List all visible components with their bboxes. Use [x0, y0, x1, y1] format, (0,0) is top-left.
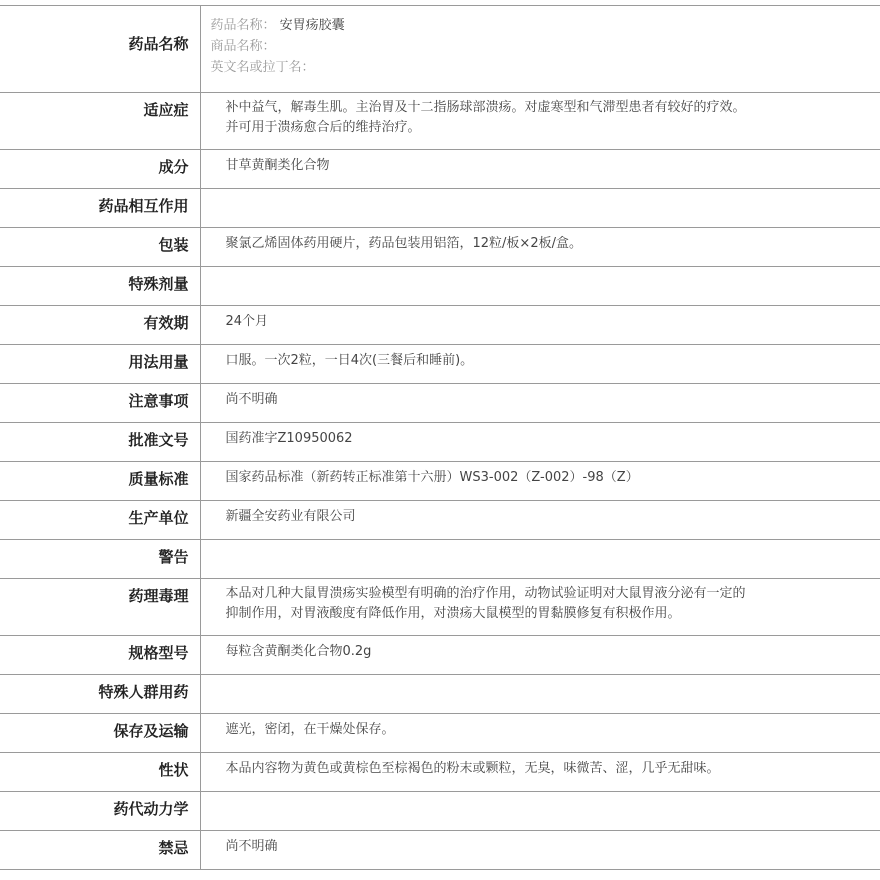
row-label: 适应症 — [0, 93, 200, 150]
row-value — [200, 540, 880, 579]
row-label: 特殊人群用药 — [0, 675, 200, 714]
row-value-line: 口服。一次2粒，一日4次(三餐后和睡前)。 — [225, 353, 474, 368]
row-value-line: 尚不明确 — [225, 839, 278, 854]
row-label: 性状 — [0, 753, 200, 792]
table-row — [0, 228, 880, 267]
row-value — [200, 93, 880, 150]
row-value-line: 补中益气，解毒生肌。主治胃及十二指肠球部溃疡。对虚寒型和气滞型患者有较好的疗效。 — [225, 100, 746, 115]
row-label: 保存及运输 — [0, 714, 200, 753]
row-label: 药品名称 — [0, 6, 200, 93]
row-label: 药代动力学 — [0, 792, 200, 831]
row-value-line: 并可用于溃疡愈合后的维持治疗。 — [225, 120, 421, 135]
row-value-line: 新疆全安药业有限公司 — [225, 509, 356, 524]
row-value-line: 本品对几种大鼠胃溃疡实验模型有明确的治疗作用，动物试验证明对大鼠胃液分泌有一定的 — [225, 586, 746, 601]
english-name-line — [211, 57, 821, 78]
row-value-line: 甘草黄酮类化合物 — [225, 158, 330, 173]
generic-name-key: 药品名称： — [210, 18, 276, 33]
row-value — [200, 579, 880, 636]
table-row — [0, 714, 880, 753]
table-row — [0, 831, 880, 870]
table-row — [0, 462, 880, 501]
drug-info-table — [0, 5, 880, 870]
table-row — [0, 345, 880, 384]
table-row — [0, 636, 880, 675]
row-value — [200, 753, 880, 792]
row-value — [200, 714, 880, 753]
row-value — [200, 345, 880, 384]
row-value — [200, 831, 880, 870]
row-label: 警告 — [0, 540, 200, 579]
table-row — [0, 792, 880, 831]
row-value-line: 抑制作用，对胃液酸度有降低作用，对溃疡大鼠模型的胃黏膜修复有积极作用。 — [225, 606, 681, 621]
row-label: 规格型号 — [0, 636, 200, 675]
row-value-line: 24个月 — [225, 314, 269, 329]
row-value-line: 本品内容物为黄色或黄棕色至棕褐色的粉末或颗粒，无臭，味微苦、涩，几乎无甜味。 — [225, 761, 720, 776]
english-name-key: 英文名或拉丁名： — [210, 60, 315, 75]
table-row — [0, 93, 880, 150]
table-row — [0, 306, 880, 345]
drug-info-table-body — [0, 6, 880, 870]
table-row — [0, 384, 880, 423]
table-row — [0, 189, 880, 228]
row-value-line: 聚氯乙烯固体药用硬片，药品包装用铝箔，12粒/板×2板/盒。 — [225, 236, 582, 251]
row-value — [200, 228, 880, 267]
row-value — [200, 501, 880, 540]
table-row — [0, 540, 880, 579]
row-label: 成分 — [0, 150, 200, 189]
row-value — [200, 462, 880, 501]
row-value — [200, 423, 880, 462]
row-label: 生产单位 — [0, 501, 200, 540]
table-row — [0, 267, 880, 306]
row-value — [200, 792, 880, 831]
table-row — [0, 675, 880, 714]
generic-name-line — [211, 15, 821, 36]
row-label: 禁忌 — [0, 831, 200, 870]
row-value-line: 遮光，密闭，在干燥处保存。 — [225, 722, 395, 737]
trade-name-line — [211, 36, 821, 57]
row-value-line: 国药准字Z10950062 — [225, 431, 353, 446]
trade-name-key: 商品名称： — [210, 39, 276, 54]
row-value — [200, 675, 880, 714]
row-label: 用法用量 — [0, 345, 200, 384]
row-label: 注意事项 — [0, 384, 200, 423]
row-value-line: 尚不明确 — [225, 392, 278, 407]
row-label: 药品相互作用 — [0, 189, 200, 228]
generic-name-value: 安胃疡胶囊 — [279, 18, 345, 33]
row-value — [200, 306, 880, 345]
row-value — [200, 384, 880, 423]
row-value — [200, 189, 880, 228]
row-label: 质量标准 — [0, 462, 200, 501]
table-row — [0, 579, 880, 636]
row-value — [200, 267, 880, 306]
table-row — [0, 501, 880, 540]
row-value — [200, 636, 880, 675]
table-row — [0, 753, 880, 792]
row-value-line: 国家药品标准（新药转正标准第十六册）WS3-002（Z-002）-98（Z） — [225, 470, 639, 485]
table-row — [0, 150, 880, 189]
row-value — [200, 150, 880, 189]
row-label: 药理毒理 — [0, 579, 200, 636]
table-row-drug-name — [0, 6, 880, 93]
row-label: 特殊剂量 — [0, 267, 200, 306]
row-value-line: 每粒含黄酮类化合物0.2g — [225, 644, 372, 659]
row-label: 批准文号 — [0, 423, 200, 462]
table-row — [0, 423, 880, 462]
row-label: 有效期 — [0, 306, 200, 345]
row-label: 包装 — [0, 228, 200, 267]
row-value-drug-name — [200, 6, 880, 93]
